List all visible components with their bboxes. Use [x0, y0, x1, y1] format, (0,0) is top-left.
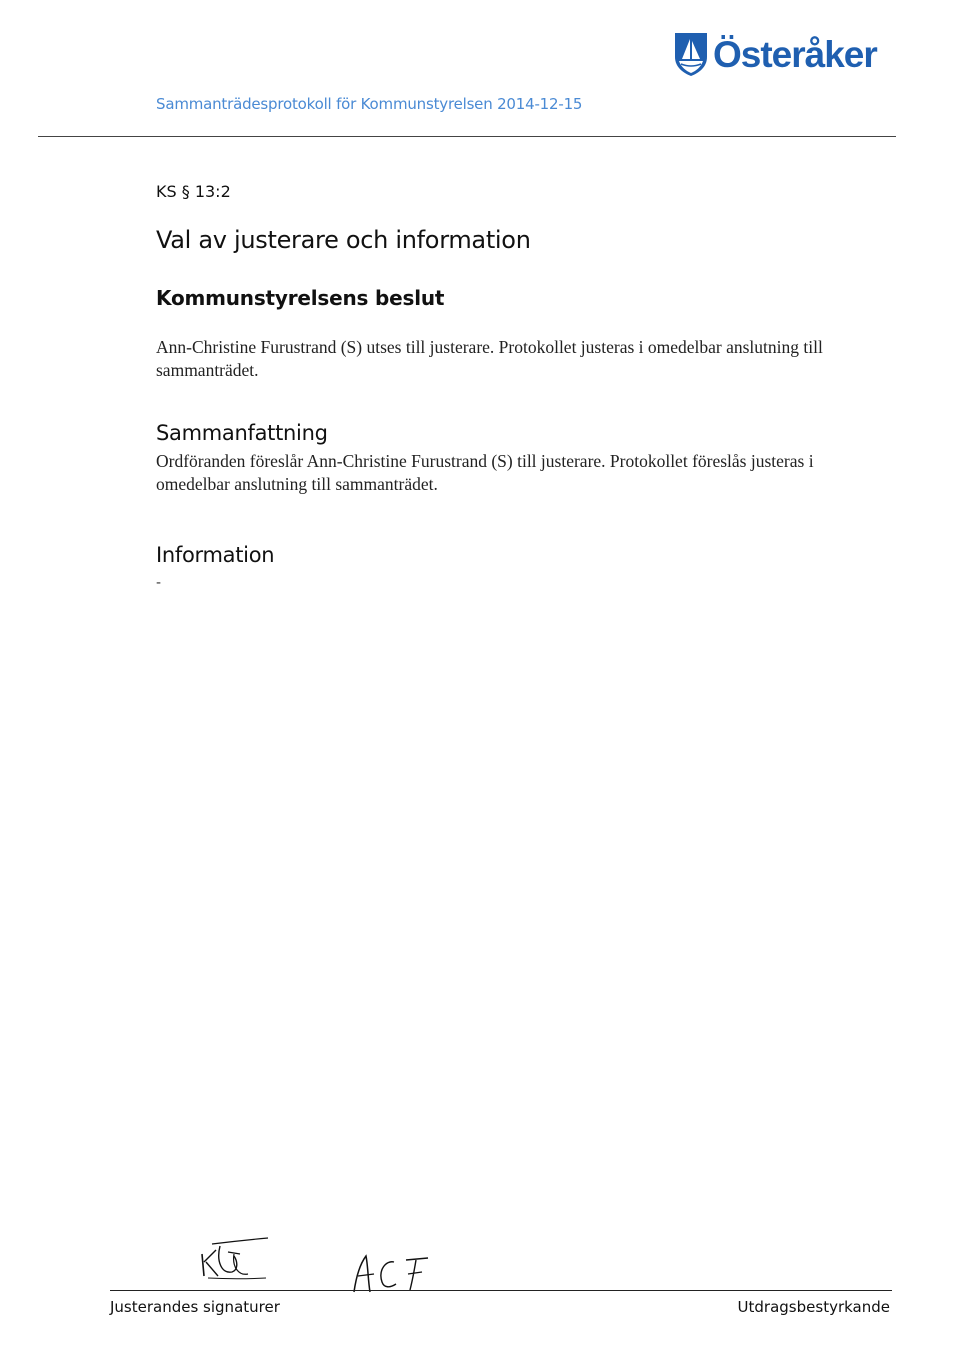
- signature-line: [110, 1290, 892, 1291]
- handwritten-signature-2: [346, 1252, 436, 1294]
- header-divider: [38, 136, 896, 137]
- signature-area: [110, 1232, 895, 1322]
- adjuster-signatures-label: Justerandes signaturer: [110, 1298, 280, 1316]
- handwritten-signature-1: [198, 1232, 278, 1288]
- protocol-header: Sammanträdesprotokoll för Kommunstyrelsen 2014-12-15: [156, 95, 583, 113]
- osteraker-logo: [673, 30, 877, 78]
- decision-heading: Kommunstyrelsens beslut: [156, 286, 445, 310]
- municipal-shield-icon: [673, 31, 709, 77]
- logo-wordmark: Österåker: [713, 33, 877, 75]
- decision-text: Ann-Christine Furustrand (S) utses till justerare. Protokollet justeras i omedelbar anslutning till sammanträdet.: [156, 337, 823, 380]
- information-heading: Information: [156, 543, 275, 567]
- extract-certification-label: Utdragsbestyrkande: [737, 1298, 890, 1316]
- section-number: KS § 13:2: [156, 182, 231, 201]
- information-text: -: [156, 575, 162, 591]
- page-title: Val av justerare och information: [156, 226, 531, 254]
- summary-text: Ordföranden föreslår Ann-Christine Furustrand (S) till justerare. Protokollet föreslås justeras i omedelbar anslutning till sammanträdet.: [156, 451, 814, 494]
- summary-heading: Sammanfattning: [156, 421, 328, 445]
